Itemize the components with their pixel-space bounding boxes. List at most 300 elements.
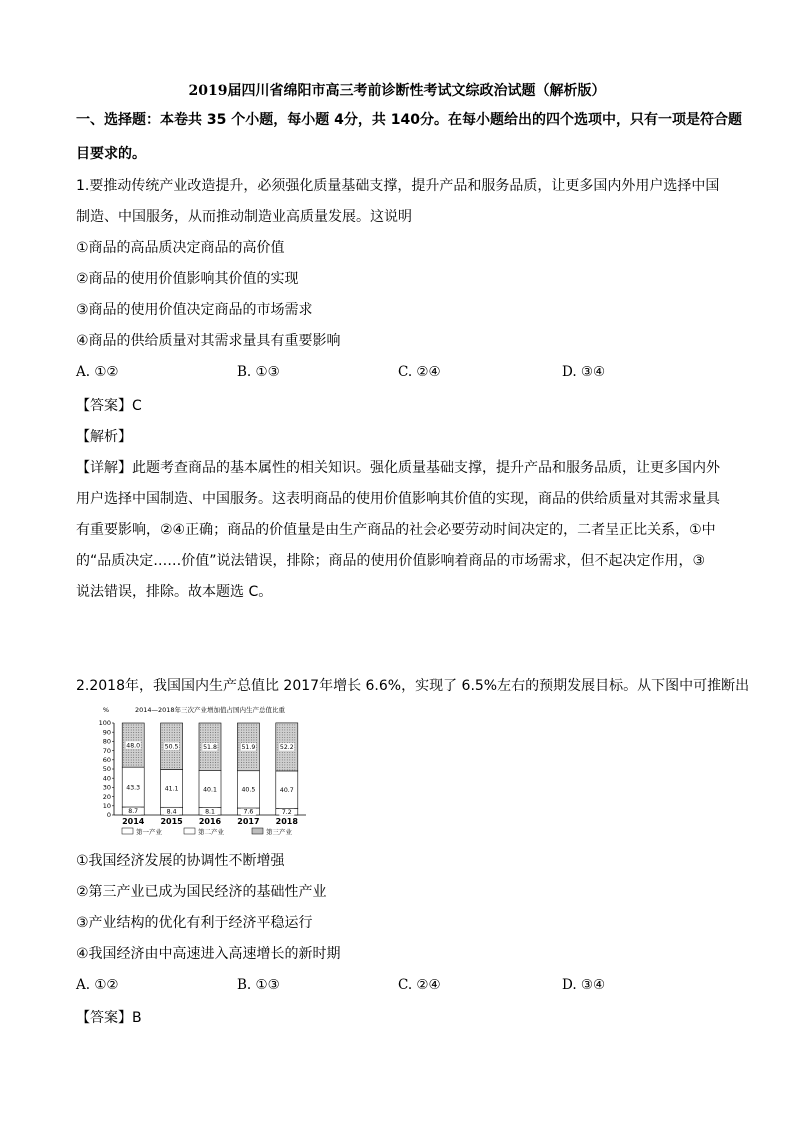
chart-bar-texture-dot [169, 725, 170, 726]
chart-bar-texture-dot [289, 729, 290, 730]
chart-bar-texture-dot [253, 757, 254, 758]
chart-bar-texture-dot [126, 730, 127, 731]
chart-y-tick-label: 50 [102, 765, 111, 774]
chart-bar-texture-dot [174, 762, 175, 763]
chart-bar-texture-dot [243, 732, 244, 733]
chart-bar-texture-dot [131, 752, 132, 753]
q1-option-c: C. ②④ [398, 364, 441, 380]
chart-bar-texture-dot [289, 767, 290, 768]
chart-bar-texture-dot [292, 769, 293, 770]
chart-bar-texture-dot [203, 740, 204, 741]
chart-bar-texture-dot [243, 740, 244, 741]
q1-stem-line2: 制造、中国服务，从而推动制造业高质量发展。这说明 [76, 209, 412, 225]
chart-bar-texture-dot [218, 752, 219, 753]
chart-bar-texture-dot [208, 767, 209, 768]
chart-bar-texture-dot [292, 729, 293, 730]
chart-bar-texture-dot [123, 727, 124, 728]
chart-bar-texture-dot [200, 767, 201, 768]
chart-bar-texture-dot [279, 759, 280, 760]
chart-bar-texture-dot [277, 732, 278, 733]
chart-bar-texture-dot [169, 755, 170, 756]
chart-bar-texture-dot [123, 760, 124, 761]
chart-bar-texture-dot [128, 752, 129, 753]
chart-bar-texture-dot [256, 725, 257, 726]
q1-item-4: ④商品的供给质量对其需求量具有重要影响 [76, 333, 341, 349]
chart-bar-texture-dot [141, 727, 142, 728]
chart-bar-texture-dot [277, 744, 278, 745]
chart-bar-texture-dot [167, 732, 168, 733]
chart-x-tick-label: 2016 [198, 817, 222, 826]
chart-bar-texture-dot [174, 765, 175, 766]
chart-bar-texture-dot [215, 735, 216, 736]
chart-bar-texture-dot [141, 757, 142, 758]
chart-data-label: 50.5 [164, 743, 179, 751]
chart-bar-texture-dot [162, 752, 163, 753]
chart-bar-texture-dot [172, 755, 173, 756]
chart-bar-texture-dot [208, 755, 209, 756]
chart-bar-texture-dot [253, 762, 254, 763]
chart-bar-texture-dot [174, 767, 175, 768]
chart-bar-texture-dot [136, 737, 137, 738]
chart-bar-texture-dot [123, 747, 124, 748]
chart-bar-texture-dot [284, 724, 285, 725]
chart-bar-texture-dot [294, 737, 295, 738]
chart-bar-texture-dot [294, 742, 295, 743]
chart-bar-texture-dot [131, 732, 132, 733]
chart-bar-texture-dot [248, 767, 249, 768]
chart-bar-texture-dot [289, 739, 290, 740]
chart-bar-texture-dot [253, 755, 254, 756]
chart-bar-texture-dot [243, 760, 244, 761]
q2-option-b: B. ①③ [237, 977, 280, 993]
chart-bar-texture-dot [200, 762, 201, 763]
chart-data-label: 40.1 [203, 786, 217, 794]
chart-bar-texture-dot [243, 757, 244, 758]
section-instruction-line1: 一、选择题：本卷共 35 个小题，每小题 4分，共 140分。在每小题给出的四个选项中，只有一项是符合题 [76, 112, 742, 128]
q1-item-2: ②商品的使用价值影响其价值的实现 [76, 271, 299, 287]
chart-title: 2014—2018年三次产业增加值占国内生产总值比重 [134, 706, 286, 714]
chart-bar-texture-dot [279, 732, 280, 733]
chart-bar-texture-dot [133, 750, 134, 751]
chart-bar-texture-dot [123, 752, 124, 753]
chart-bar-texture-dot [210, 742, 211, 743]
chart-bar-texture-dot [205, 737, 206, 738]
chart-bar-texture-dot [179, 767, 180, 768]
chart-bar-texture-dot [164, 762, 165, 763]
chart-bar-texture-dot [282, 724, 283, 725]
chart-bar-texture-dot [131, 730, 132, 731]
chart-bar-texture-dot [138, 765, 139, 766]
chart-bar-texture-dot [205, 740, 206, 741]
chart-bar-texture-dot [218, 750, 219, 751]
chart-bar-texture-dot [289, 769, 290, 770]
chart-bar-texture-dot [208, 737, 209, 738]
chart-bar-texture-dot [123, 740, 124, 741]
chart-bar-texture-dot [277, 767, 278, 768]
chart-bar-texture-dot [162, 767, 163, 768]
chart-x-tick-label: 2018 [275, 817, 298, 826]
chart-bar-texture-dot [131, 750, 132, 751]
chart-bar-texture-dot [138, 735, 139, 736]
chart-bar-texture-dot [248, 727, 249, 728]
chart-bar-texture-dot [172, 735, 173, 736]
chart-bar-texture-dot [289, 757, 290, 758]
chart-bar-texture-dot [294, 744, 295, 745]
chart-bar-texture-dot [162, 735, 163, 736]
chart-bar-texture-dot [136, 752, 137, 753]
chart-bar-texture-dot [238, 765, 239, 766]
chart-bar-texture-dot [241, 767, 242, 768]
chart-bar-texture-dot [289, 734, 290, 735]
chart-bar-texture-dot [174, 735, 175, 736]
chart-legend-swatch [252, 828, 263, 834]
chart-bar-texture-dot [218, 762, 219, 763]
chart-bar-texture-dot [256, 730, 257, 731]
chart-bar-texture-dot [213, 740, 214, 741]
chart-bar-texture-dot [136, 727, 137, 728]
chart-bar-texture-dot [256, 752, 257, 753]
chart-bar-texture-dot [241, 742, 242, 743]
chart-bar-texture-dot [294, 764, 295, 765]
chart-bar-texture-dot [179, 752, 180, 753]
chart-bar-texture-dot [248, 765, 249, 766]
chart-bar-texture-dot [246, 737, 247, 738]
chart-bar-texture-dot [246, 760, 247, 761]
chart-bar-texture-dot [243, 767, 244, 768]
chart-bar-texture-dot [203, 725, 204, 726]
chart-bar-texture-dot [162, 750, 163, 751]
chart-bar-texture-dot [215, 740, 216, 741]
chart-bar-texture-dot [167, 740, 168, 741]
chart-bar-texture-dot [162, 725, 163, 726]
chart-bar-texture-dot [169, 752, 170, 753]
chart-bar-texture-dot [210, 735, 211, 736]
chart-bar-texture-dot [133, 752, 134, 753]
chart-bar-texture-dot [248, 737, 249, 738]
chart-bar-texture-dot [282, 769, 283, 770]
chart-bar-texture-dot [205, 752, 206, 753]
chart-bar-texture-dot [172, 752, 173, 753]
chart-bar-texture-dot [203, 735, 204, 736]
chart-bar-texture-dot [253, 737, 254, 738]
chart-bar-texture-dot [162, 765, 163, 766]
chart-bar-texture-dot [174, 727, 175, 728]
chart-bar-texture-dot [126, 735, 127, 736]
chart-bar-texture-dot [282, 764, 283, 765]
chart-bar-texture-dot [292, 764, 293, 765]
chart-bar-texture-dot [241, 755, 242, 756]
chart-bar-texture-dot [169, 765, 170, 766]
chart-bar-texture-dot [203, 767, 204, 768]
chart-bar-texture-dot [292, 742, 293, 743]
chart-bar-texture-dot [284, 767, 285, 768]
chart-bar-texture-dot [238, 767, 239, 768]
chart-bar-texture-dot [164, 752, 165, 753]
chart-bar-texture-dot [215, 732, 216, 733]
chart-bar-texture-dot [177, 755, 178, 756]
chart-bar-texture-dot [256, 750, 257, 751]
chart-bar-texture-dot [131, 725, 132, 726]
chart-bar-texture-dot [294, 762, 295, 763]
q1-detail-line3: 有重要影响，②④正确；商品的价值量是由生产商品的社会必要劳动时间决定的，二者呈正比关系，①中 [76, 522, 716, 538]
chart-bar-texture-dot [292, 732, 293, 733]
chart-bar-texture-dot [287, 762, 288, 763]
chart-bar-texture-dot [218, 735, 219, 736]
chart-bar-texture-dot [164, 767, 165, 768]
chart-bar-texture-dot [248, 757, 249, 758]
chart-bar-texture-dot [294, 732, 295, 733]
chart-bar-texture-dot [179, 747, 180, 748]
chart-bar-texture-dot [208, 742, 209, 743]
chart-bar-texture-dot [210, 760, 211, 761]
chart-bar-texture-dot [210, 725, 211, 726]
chart-bar-texture-dot [294, 767, 295, 768]
chart-bar-texture-dot [203, 732, 204, 733]
chart-bar-texture-dot [292, 754, 293, 755]
chart-bar-texture-dot [126, 737, 127, 738]
q1-option-a: A. ①② [76, 364, 119, 380]
chart-bar-texture-dot [256, 727, 257, 728]
q1-detail-line5: 说法错误，排除。故本题选 C。 [76, 584, 273, 600]
chart-data-label: 8.4 [166, 808, 177, 816]
chart-bar-texture-dot [277, 747, 278, 748]
chart-bar-texture-dot [136, 750, 137, 751]
chart-bar-texture-dot [253, 727, 254, 728]
chart-bar-texture-dot [210, 737, 211, 738]
chart-bar-texture-dot [282, 754, 283, 755]
chart-bar-texture-dot [179, 727, 180, 728]
chart-bar-texture-dot [246, 735, 247, 736]
chart-y-tick-label: 30 [102, 783, 111, 792]
chart-bar-texture-dot [200, 732, 201, 733]
chart-bar-texture-dot [292, 724, 293, 725]
chart-bar-texture-dot [133, 762, 134, 763]
chart-bar-texture-dot [205, 732, 206, 733]
chart-bar-texture-dot [131, 765, 132, 766]
chart-bar-texture-dot [253, 732, 254, 733]
chart-bar-texture-dot [126, 740, 127, 741]
chart-bar-texture-dot [208, 730, 209, 731]
chart-bar-texture-dot [133, 732, 134, 733]
chart-bar-texture-dot [208, 740, 209, 741]
chart-bar-texture-dot [277, 769, 278, 770]
chart-bar-texture-dot [131, 757, 132, 758]
chart-bar-texture-dot [284, 737, 285, 738]
chart-bar-texture-dot [174, 760, 175, 761]
chart-bar-texture-dot [218, 742, 219, 743]
chart-bar-texture-dot [133, 735, 134, 736]
chart-bar-texture-dot [287, 739, 288, 740]
chart-bar-texture-dot [292, 739, 293, 740]
q2-item-4: ④我国经济由中高速进入高速增长的新时期 [76, 946, 341, 962]
chart-bar-texture-dot [210, 765, 211, 766]
chart-bar-texture-dot [284, 754, 285, 755]
chart-bar-texture-dot [287, 737, 288, 738]
chart-bar-texture-dot [277, 764, 278, 765]
chart-bar-texture-dot [203, 760, 204, 761]
chart-bar-texture-dot [167, 755, 168, 756]
chart-bar-texture-dot [131, 735, 132, 736]
chart-bar-texture-dot [294, 747, 295, 748]
q1-stem-line1: 1.要推动传统产业改造提升，必须强化质量基础支撑，提升产品和服务品质，让更多国内外用户选择中国 [76, 178, 720, 194]
chart-bar-texture-dot [210, 740, 211, 741]
chart-bar-texture-dot [279, 727, 280, 728]
chart-y-unit: % [102, 706, 110, 714]
chart-bar-texture-dot [174, 757, 175, 758]
chart-bar-texture-dot [251, 737, 252, 738]
chart-bar-texture-dot [162, 757, 163, 758]
chart-bar-texture-dot [179, 735, 180, 736]
chart-bar-texture-dot [294, 727, 295, 728]
chart-bar-texture-dot [203, 762, 204, 763]
chart-bar-texture-dot [243, 730, 244, 731]
chart-bar-texture-dot [256, 742, 257, 743]
chart-bar-texture-dot [162, 755, 163, 756]
chart-bar-texture-dot [215, 767, 216, 768]
chart-bar-texture-dot [289, 724, 290, 725]
chart-bar-texture-dot [136, 760, 137, 761]
chart-bar-texture-dot [277, 737, 278, 738]
chart-bar-texture-dot [123, 765, 124, 766]
chart-bar-texture-dot [279, 737, 280, 738]
chart-bar-texture-dot [169, 740, 170, 741]
chart-bar-texture-dot [238, 742, 239, 743]
chart-bar-texture-dot [218, 747, 219, 748]
chart-bar-texture-dot [253, 742, 254, 743]
chart-bar-texture-dot [177, 727, 178, 728]
chart-bar-texture-dot [289, 752, 290, 753]
chart-bar-texture-dot [243, 727, 244, 728]
chart-bar-texture-dot [279, 752, 280, 753]
chart-bar-texture-dot [200, 760, 201, 761]
chart-bar-texture-dot [200, 747, 201, 748]
chart-bar-texture-dot [284, 732, 285, 733]
chart-bar-texture-dot [256, 765, 257, 766]
chart-bar-texture-dot [282, 734, 283, 735]
chart-bar-texture-dot [284, 762, 285, 763]
chart-bar-texture-dot [289, 737, 290, 738]
chart-bar-texture-dot [123, 742, 124, 743]
chart-bar-texture-dot [208, 757, 209, 758]
chart-bar-texture-dot [162, 727, 163, 728]
chart-bar-texture-dot [256, 745, 257, 746]
chart-bar-texture-dot [294, 749, 295, 750]
chart-bar-texture-dot [251, 732, 252, 733]
chart-bar-texture-dot [248, 735, 249, 736]
chart-bar-texture-dot [256, 737, 257, 738]
chart-bar-texture-dot [246, 742, 247, 743]
chart-bar-texture-dot [123, 755, 124, 756]
chart-bar-texture-dot [284, 742, 285, 743]
chart-bar-texture-dot [246, 740, 247, 741]
chart-bar-texture-dot [177, 762, 178, 763]
chart-bar-texture-dot [138, 752, 139, 753]
chart-bar-texture-dot [253, 752, 254, 753]
chart-bar-texture-dot [200, 735, 201, 736]
chart-bar-texture-dot [210, 767, 211, 768]
chart-bar-texture-dot [256, 767, 257, 768]
chart-bar-texture-dot [141, 740, 142, 741]
chart-bar-texture-dot [284, 752, 285, 753]
chart-bar-texture-dot [126, 762, 127, 763]
q1-analysis-label: 【解析】 [76, 429, 132, 445]
chart-bar-texture-dot [123, 750, 124, 751]
chart-bar-texture-dot [164, 760, 165, 761]
chart-bar-texture-dot [203, 765, 204, 766]
chart-bar-texture-dot [287, 754, 288, 755]
chart-bar-texture-dot [251, 760, 252, 761]
q1-item-3: ③商品的使用价值决定商品的市场需求 [76, 302, 313, 318]
chart-bar-texture-dot [287, 724, 288, 725]
chart-bar-texture-dot [131, 762, 132, 763]
chart-bar-texture-dot [282, 767, 283, 768]
q2-option-a: A. ①② [76, 977, 119, 993]
chart-bar-texture-dot [292, 762, 293, 763]
chart-bar-texture-dot [248, 752, 249, 753]
chart-bar-texture-dot [172, 737, 173, 738]
chart-bar-texture-dot [200, 725, 201, 726]
chart-bar-texture-dot [294, 759, 295, 760]
chart-bar-texture-dot [248, 740, 249, 741]
q2-stem: 2.2018年，我国国内生产总值比 2017年增长 6.6%，实现了 6.5%左右的预期发展目标。从下图中可推断出 [76, 678, 750, 694]
chart-bar-texture-dot [141, 742, 142, 743]
chart-bar-texture-dot [205, 762, 206, 763]
chart-bar-texture-dot [205, 735, 206, 736]
chart-data-label: 40.5 [241, 786, 256, 794]
chart-bar-texture-dot [169, 757, 170, 758]
chart-bar-texture-dot [136, 740, 137, 741]
chart-bar-texture-dot [287, 769, 288, 770]
chart-bar-texture-dot [205, 730, 206, 731]
chart-bar-texture-dot [177, 757, 178, 758]
chart-bar-texture-dot [141, 765, 142, 766]
chart-bar-texture-dot [128, 727, 129, 728]
chart-bar-texture-dot [287, 729, 288, 730]
chart-bar-texture-dot [174, 740, 175, 741]
chart-bar-texture-dot [141, 745, 142, 746]
chart-bar-texture-dot [138, 750, 139, 751]
chart-bar-texture-dot [218, 745, 219, 746]
chart-bar-texture-dot [279, 729, 280, 730]
chart-bar-texture-dot [210, 757, 211, 758]
chart-bar-texture-dot [203, 757, 204, 758]
chart-bar-texture-dot [200, 755, 201, 756]
chart-bar-texture-dot [141, 752, 142, 753]
chart-bar-texture-dot [162, 745, 163, 746]
chart-bar-texture-dot [277, 757, 278, 758]
chart-bar-texture-dot [138, 757, 139, 758]
chart-bar-texture-dot [208, 765, 209, 766]
chart-bar-texture-dot [177, 760, 178, 761]
chart-bar-texture-dot [123, 725, 124, 726]
chart-bar-texture-dot [238, 732, 239, 733]
section-instruction-line2: 目要求的。 [76, 146, 146, 162]
chart-bar-texture-dot [131, 760, 132, 761]
chart-bar-texture-dot [294, 769, 295, 770]
chart-bar-texture-dot [179, 755, 180, 756]
q1-item-1: ①商品的高品质决定商品的高价值 [76, 240, 285, 256]
chart-bar-texture-dot [138, 732, 139, 733]
chart-bar-texture-dot [174, 737, 175, 738]
chart-bar-texture-dot [284, 734, 285, 735]
chart-bar-texture-dot [246, 725, 247, 726]
chart-bar-texture-dot [141, 747, 142, 748]
chart-bar-texture-dot [282, 737, 283, 738]
chart-bar-texture-dot [248, 730, 249, 731]
chart-bar-texture-dot [215, 760, 216, 761]
chart-bar-texture-dot [177, 767, 178, 768]
chart-bar-texture-dot [164, 757, 165, 758]
